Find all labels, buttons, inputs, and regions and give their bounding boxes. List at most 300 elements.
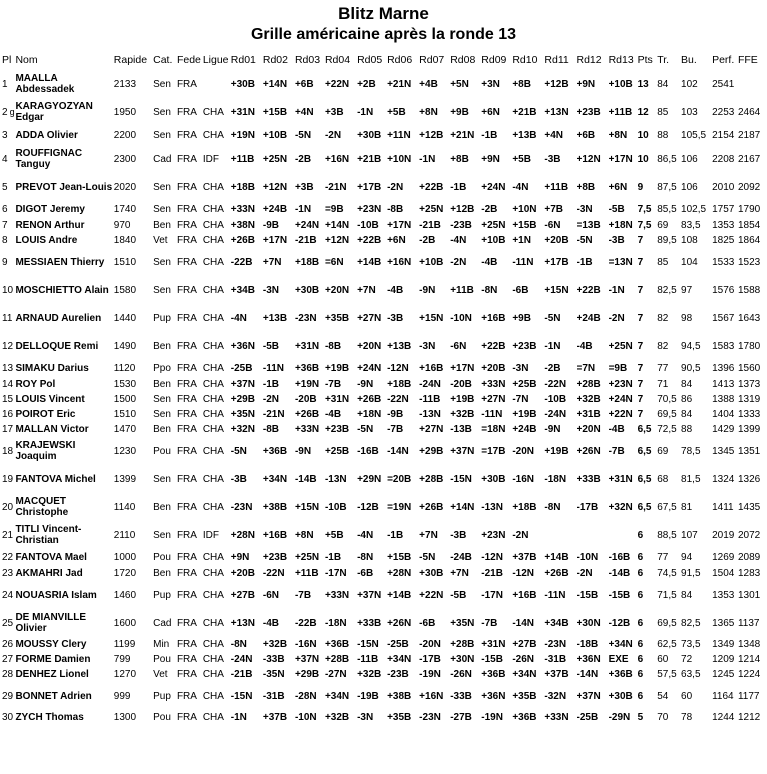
round-result-cell: +36B (608, 669, 633, 680)
ffe-cell: 1560 (737, 363, 761, 374)
round-result-cell: +9N (576, 78, 596, 90)
player-name-cell: DE MIANVILLE Olivier (15, 612, 87, 634)
points-cell: 6 (637, 568, 644, 579)
round-result-cell: +33N (544, 712, 569, 723)
buchholz-cell: 106 (681, 181, 698, 193)
rating-cell: 1740 (113, 204, 137, 215)
round-result-cell: +10B (481, 235, 506, 246)
rating-cell: 1580 (113, 284, 137, 296)
performance-cell: 2010 (712, 181, 735, 193)
round-result-cell: +3N (481, 78, 500, 90)
federation-cell: FRA (176, 424, 197, 435)
round-result-cell (577, 521, 609, 549)
performance-cell: 1324 (712, 473, 735, 485)
round-result-cell: -2N (387, 181, 404, 193)
round-result-cell: +12B (419, 130, 444, 141)
table-row (2, 637, 764, 652)
round-result-cell: -8N (230, 639, 247, 650)
table-row (2, 710, 764, 725)
column-header: Rd13 (608, 53, 634, 66)
table-row (2, 465, 764, 493)
player-name-cell: AKMAHRI Jad (15, 568, 83, 579)
round-result-cell: -16B (357, 445, 379, 457)
buchholz-cell: 63,5 (681, 669, 701, 680)
table-row (2, 233, 764, 248)
category-cell: Ben (153, 340, 171, 352)
rating-cell: 1270 (113, 669, 137, 680)
round-result-cell: +16B (419, 363, 444, 374)
tiebreak-tr-cell: 82 (657, 340, 669, 352)
player-name-cell: DENHEZ Lionel (15, 669, 89, 680)
round-result-cell: -6B (419, 617, 436, 629)
points-cell: 7 (637, 409, 644, 420)
player-name-cell: PREVOT Jean-Louis (15, 181, 113, 193)
round-result-cell: +6B (294, 78, 314, 90)
federation-cell: FRA (176, 552, 197, 563)
federation-cell: FRA (176, 529, 197, 541)
tiebreak-tr-cell: 71 (657, 379, 669, 390)
performance-cell: 1413 (712, 379, 735, 390)
league-cell: CHA (202, 654, 224, 665)
category-cell: Ben (153, 424, 171, 435)
round-result-cell: +26B (230, 235, 255, 246)
points-cell: 6 (637, 617, 644, 629)
player-name-cell: FORME Damien (15, 654, 91, 665)
rank-cell: 18 (2, 445, 14, 457)
column-header: Ligue (202, 53, 229, 66)
round-result-cell: -3B (230, 473, 247, 485)
round-result-cell: +32B (262, 639, 288, 650)
points-cell: 6 (637, 552, 644, 563)
round-result-cell: =6N (324, 256, 344, 268)
category-cell: Pup (153, 312, 171, 324)
round-result-cell: -21B (481, 568, 503, 579)
round-result-cell: -1N (357, 106, 374, 118)
column-header: Pts (637, 53, 653, 66)
round-result-cell: +12B (450, 204, 475, 215)
league-cell: CHA (202, 424, 224, 435)
round-result-cell: -1N (608, 284, 625, 296)
round-result-cell: -2N (576, 568, 593, 579)
round-result-cell: -5B (262, 340, 279, 352)
league-cell: CHA (202, 409, 224, 420)
round-result-cell: -9N (419, 284, 436, 296)
round-result-cell: +8N (419, 106, 438, 118)
round-result-cell: -5N (544, 312, 561, 324)
rank-cell: 9 (2, 256, 8, 268)
performance-cell: 1757 (712, 204, 735, 215)
ffe-cell: 1864 (737, 235, 761, 246)
federation-cell: FRA (176, 220, 197, 231)
player-name-cell: SIMAKU Darius (15, 363, 89, 374)
round-result-cell: -33B (262, 654, 285, 665)
round-result-cell: -6N (450, 340, 467, 352)
round-result-cell: +28B (576, 379, 601, 390)
round-result-cell: +23B (262, 552, 288, 563)
round-result-cell: +18B (387, 379, 412, 390)
table-row (2, 126, 764, 145)
round-result-cell: -21N (262, 409, 285, 420)
round-result-cell: +22N (419, 589, 444, 601)
round-result-cell: +34N (324, 690, 350, 702)
round-result-cell: +19N (294, 379, 320, 390)
round-result-cell: -3N (357, 712, 374, 723)
tiebreak-tr-cell: 54 (657, 690, 669, 702)
federation-cell: FRA (176, 78, 197, 90)
round-result-cell: +36N (230, 340, 255, 352)
round-result-cell: +36B (512, 712, 537, 723)
buchholz-cell: 105,5 (681, 130, 707, 141)
points-cell: 7,5 (637, 220, 652, 231)
round-result-cell: -23N (230, 501, 253, 513)
buchholz-cell: 81,5 (681, 473, 701, 485)
round-result-cell: -14B (294, 473, 317, 485)
table-row (2, 201, 764, 218)
round-result-cell: -4B (576, 340, 593, 352)
rating-cell: 1950 (113, 106, 137, 118)
player-name-cell: KRAJEWSKI Joaquim (15, 440, 76, 462)
category-cell: Min (153, 639, 170, 650)
round-result-cell: +35B (512, 690, 537, 702)
round-result-cell: +36B (294, 363, 320, 374)
round-result-cell: -10B (357, 220, 379, 231)
column-header: Cat. (153, 53, 173, 66)
column-header: Perf. (712, 53, 735, 66)
buchholz-cell: 72 (681, 654, 693, 665)
player-name-cell: DIGOT Jeremy (15, 204, 85, 215)
league-cell: CHA (202, 552, 224, 563)
round-result-cell: -9N (544, 424, 561, 435)
federation-cell: FRA (176, 690, 197, 702)
round-result-cell: -12N (387, 363, 409, 374)
rank-cell: 17 (2, 424, 14, 435)
round-result-cell: -15B (481, 654, 503, 665)
round-result-cell: +25N (419, 204, 444, 215)
rating-cell: 970 (113, 220, 131, 231)
points-cell: 6 (637, 669, 644, 680)
league-cell: CHA (202, 639, 224, 650)
round-result-cell: +37B (262, 712, 288, 723)
round-result-cell: +27B (230, 589, 255, 601)
round-result-cell: -5N (294, 130, 312, 141)
rank-cell: 30 (2, 712, 14, 723)
federation-cell: FRA (176, 639, 197, 650)
round-result-cell: +16N (324, 153, 350, 165)
table-row (2, 276, 764, 304)
ffe-cell: 1348 (737, 639, 761, 650)
round-result-cell: =20B (387, 473, 412, 485)
tiebreak-tr-cell: 74,5 (657, 568, 677, 579)
rank-cell: 4 (2, 153, 8, 165)
column-header: Rd07 (419, 53, 445, 66)
rank-cell: 29 (2, 690, 14, 702)
round-result-cell: +15B (512, 220, 537, 231)
round-result-cell: +2B (357, 78, 376, 90)
round-result-cell: +33N (294, 424, 320, 435)
round-result-cell: -18B (576, 639, 599, 650)
player-name-cell: ARNAUD Aurelien (15, 312, 102, 324)
round-result-cell: =18N (481, 424, 506, 435)
federation-cell: FRA (176, 394, 197, 405)
round-result-cell: -23N (419, 712, 441, 723)
round-result-cell: -35N (262, 669, 285, 680)
round-result-cell: +34N (387, 654, 412, 665)
category-cell: Vet (153, 669, 168, 680)
ffe-cell: 1214 (737, 654, 761, 665)
round-result-cell: +19B (450, 394, 475, 405)
points-cell: 6 (637, 690, 644, 702)
tiebreak-tr-cell: 77 (657, 363, 669, 374)
federation-cell: FRA (176, 409, 197, 420)
table-row (2, 377, 764, 392)
round-result-cell: -2N (608, 312, 625, 324)
round-result-cell: +12N (262, 181, 288, 193)
round-result-cell: +10B (419, 256, 444, 268)
round-result-cell: +19B (544, 445, 569, 457)
round-result-cell: -4N (230, 312, 247, 324)
performance-cell: 1396 (712, 363, 735, 374)
round-result-cell: +9N (230, 552, 250, 563)
rank-cell: 10 (2, 284, 14, 296)
round-result-cell: -2B (544, 363, 561, 374)
round-result-cell: +21N (450, 130, 475, 141)
category-cell: Ben (153, 568, 171, 579)
round-result-cell: -1B (481, 130, 498, 141)
round-result-cell: +1N (512, 235, 531, 246)
round-result-cell: -19N (419, 669, 441, 680)
round-result-cell: -23N (294, 312, 317, 324)
round-result-cell: =9B (324, 204, 344, 215)
category-cell: Sen (153, 394, 171, 405)
column-header: Rd12 (576, 53, 602, 66)
round-result-cell: +25N (481, 220, 506, 231)
round-result-cell: -17N (481, 589, 503, 601)
points-cell: 9 (637, 181, 644, 193)
buchholz-cell: 97 (681, 284, 693, 296)
league-cell: CHA (202, 220, 224, 231)
tiebreak-tr-cell: 71,5 (657, 589, 677, 601)
league-cell: CHA (202, 589, 224, 601)
rank-cell: 5 (2, 181, 8, 193)
tiebreak-tr-cell: 69 (657, 445, 669, 457)
tiebreak-tr-cell: 69,5 (657, 617, 677, 629)
round-result-cell: +16N (419, 690, 444, 702)
federation-cell: FRA (176, 654, 197, 665)
tiebreak-tr-cell: 85,5 (657, 204, 677, 215)
rating-cell: 1490 (113, 340, 137, 352)
league-cell: IDF (202, 153, 219, 165)
round-result-cell: +31N (324, 394, 350, 405)
round-result-cell: +34B (544, 617, 569, 629)
round-result-cell: +7B (544, 204, 564, 215)
round-result-cell: -10N (294, 712, 317, 723)
round-result-cell: +34N (262, 473, 288, 485)
category-cell: Sen (153, 409, 171, 420)
round-result-cell: +28N (387, 568, 412, 579)
performance-cell: 1353 (712, 589, 735, 601)
rating-cell: 1600 (113, 617, 137, 629)
table-row (2, 304, 764, 332)
round-result-cell: =13N (608, 256, 633, 268)
points-cell: 6 (637, 654, 644, 665)
rating-cell: 1300 (113, 712, 137, 723)
buchholz-cell: 86 (681, 394, 693, 405)
table-row (2, 407, 764, 422)
round-result-cell: -1B (387, 529, 404, 541)
league-cell: CHA (202, 235, 224, 246)
round-result-cell: +29B (230, 394, 255, 405)
round-result-cell: +10N (512, 204, 537, 215)
page-title: Blitz Marne (338, 4, 429, 23)
category-cell: Cad (153, 617, 172, 629)
round-result-cell: +26B (357, 394, 382, 405)
buchholz-cell: 84 (681, 379, 693, 390)
tiebreak-tr-cell: 68 (657, 473, 669, 485)
round-result-cell: +36B (481, 669, 506, 680)
round-result-cell: +24B (262, 204, 288, 215)
round-result-cell: +11N (387, 130, 411, 141)
round-result-cell: +12N (576, 153, 601, 165)
round-result-cell: +31N (481, 639, 506, 650)
round-result-cell: -24N (544, 409, 567, 420)
round-result-cell: -7B (324, 379, 342, 390)
buchholz-cell: 83,5 (681, 220, 701, 231)
round-result-cell: -11N (481, 409, 503, 420)
tiebreak-tr-cell: 87,5 (657, 181, 677, 193)
points-cell: 5 (637, 712, 644, 723)
round-result-cell: -21B (419, 220, 441, 231)
round-result-cell: +29N (357, 473, 382, 485)
rating-cell: 799 (113, 654, 131, 665)
performance-cell: 1576 (712, 284, 735, 296)
round-result-cell: -31B (544, 654, 567, 665)
round-result-cell: -6N (262, 589, 279, 601)
round-result-cell: +35N (450, 617, 475, 629)
ffe-cell: 1301 (737, 589, 761, 601)
round-result-cell: -4B (608, 424, 625, 435)
round-result-cell: -9N (357, 379, 374, 390)
tiebreak-tr-cell: 69,5 (657, 409, 677, 420)
round-result-cell: +18N (608, 220, 633, 231)
table-row (2, 173, 764, 201)
round-result-cell: +4N (294, 106, 314, 118)
round-result-cell: +13N (230, 617, 255, 629)
round-result-cell: -8B (324, 340, 342, 352)
round-result-cell: -1B (576, 256, 593, 268)
round-result-cell: +30N (450, 654, 475, 665)
round-result-cell: +20B (544, 235, 569, 246)
round-result-cell: +26B (419, 501, 444, 513)
column-header: Bu. (681, 53, 697, 66)
rating-cell: 1399 (113, 473, 137, 485)
round-result-cell: +22N (608, 409, 633, 420)
category-cell: Ben (153, 220, 171, 231)
performance-cell: 1269 (712, 552, 735, 563)
rank-cell: 26 (2, 639, 14, 650)
table-row (2, 218, 764, 233)
round-result-cell: +8B (450, 153, 469, 165)
round-result-cell: +22N (324, 78, 350, 90)
federation-cell: FRA (176, 379, 197, 390)
round-result-cell: -10B (324, 501, 347, 513)
round-result-cell: +6N (387, 235, 406, 246)
standings-body (2, 70, 764, 725)
round-result-cell: -15B (576, 589, 599, 601)
round-result-cell: +13B (512, 130, 537, 141)
round-result-cell: -4B (387, 284, 404, 296)
round-result-cell: -16N (294, 639, 317, 650)
round-result-cell: -8N (544, 501, 561, 513)
buchholz-cell: 88 (681, 424, 693, 435)
round-result-cell: -13N (481, 501, 503, 513)
round-result-cell: -3N (576, 204, 593, 215)
round-result-cell: -2N (450, 256, 467, 268)
column-header: Nom (15, 53, 38, 66)
buchholz-cell: 84 (681, 409, 693, 420)
round-result-cell: +36B (324, 639, 350, 650)
rating-cell: 1199 (113, 639, 136, 650)
round-result-cell: -1N (544, 340, 561, 352)
performance-cell: 2541 (712, 78, 735, 90)
column-header: Rd04 (324, 53, 351, 66)
federation-cell: FRA (176, 445, 197, 457)
round-result-cell: -3B (544, 153, 561, 165)
round-result-cell: +32N (608, 501, 633, 513)
buchholz-cell: 107 (681, 529, 698, 541)
round-result-cell: +8B (512, 78, 531, 90)
performance-cell: 1388 (712, 394, 735, 405)
round-result-cell: +35N (230, 409, 255, 420)
round-result-cell: -22B (230, 256, 253, 268)
round-result-cell: +28B (324, 654, 350, 665)
column-header: Tr. (657, 53, 670, 66)
tiebreak-tr-cell: 88 (657, 130, 669, 141)
tiebreak-tr-cell: 70 (657, 712, 669, 723)
round-result-cell: +10B (262, 130, 288, 141)
round-result-cell: -5N (230, 445, 247, 457)
round-result-cell: +17B (357, 181, 382, 193)
column-header: Rd06 (387, 53, 413, 66)
ffe-cell: 1790 (737, 204, 761, 215)
category-cell: Ben (153, 501, 171, 513)
round-result-cell: -20N (512, 445, 534, 457)
round-result-cell: +30B (294, 284, 320, 296)
buchholz-cell: 91,5 (681, 568, 701, 579)
points-cell: 7 (637, 284, 644, 296)
category-cell: Sen (153, 78, 171, 90)
rating-cell: 2133 (113, 78, 137, 90)
round-result-cell: +19B (324, 363, 350, 374)
ffe-cell: 1283 (737, 568, 761, 579)
federation-cell: FRA (176, 130, 197, 141)
column-header: Rd11 (544, 53, 569, 66)
federation-cell: FRA (176, 284, 197, 296)
rating-cell: 1460 (113, 589, 137, 601)
round-result-cell: +27N (357, 312, 382, 324)
buchholz-cell: 98 (681, 312, 693, 324)
round-result-cell: =9B (608, 363, 628, 374)
buchholz-cell: 94 (681, 552, 693, 563)
ffe-cell: 1643 (737, 312, 761, 324)
round-result-cell: +6B (576, 130, 596, 141)
round-result-cell: +4N (544, 130, 564, 141)
federation-cell: FRA (176, 153, 197, 165)
round-result-cell: +11B (450, 284, 474, 296)
round-result-cell: -29N (608, 712, 631, 723)
round-result-cell: -16B (608, 552, 631, 563)
round-result-cell: -2N (512, 529, 529, 541)
buchholz-cell: 102,5 (681, 204, 707, 215)
